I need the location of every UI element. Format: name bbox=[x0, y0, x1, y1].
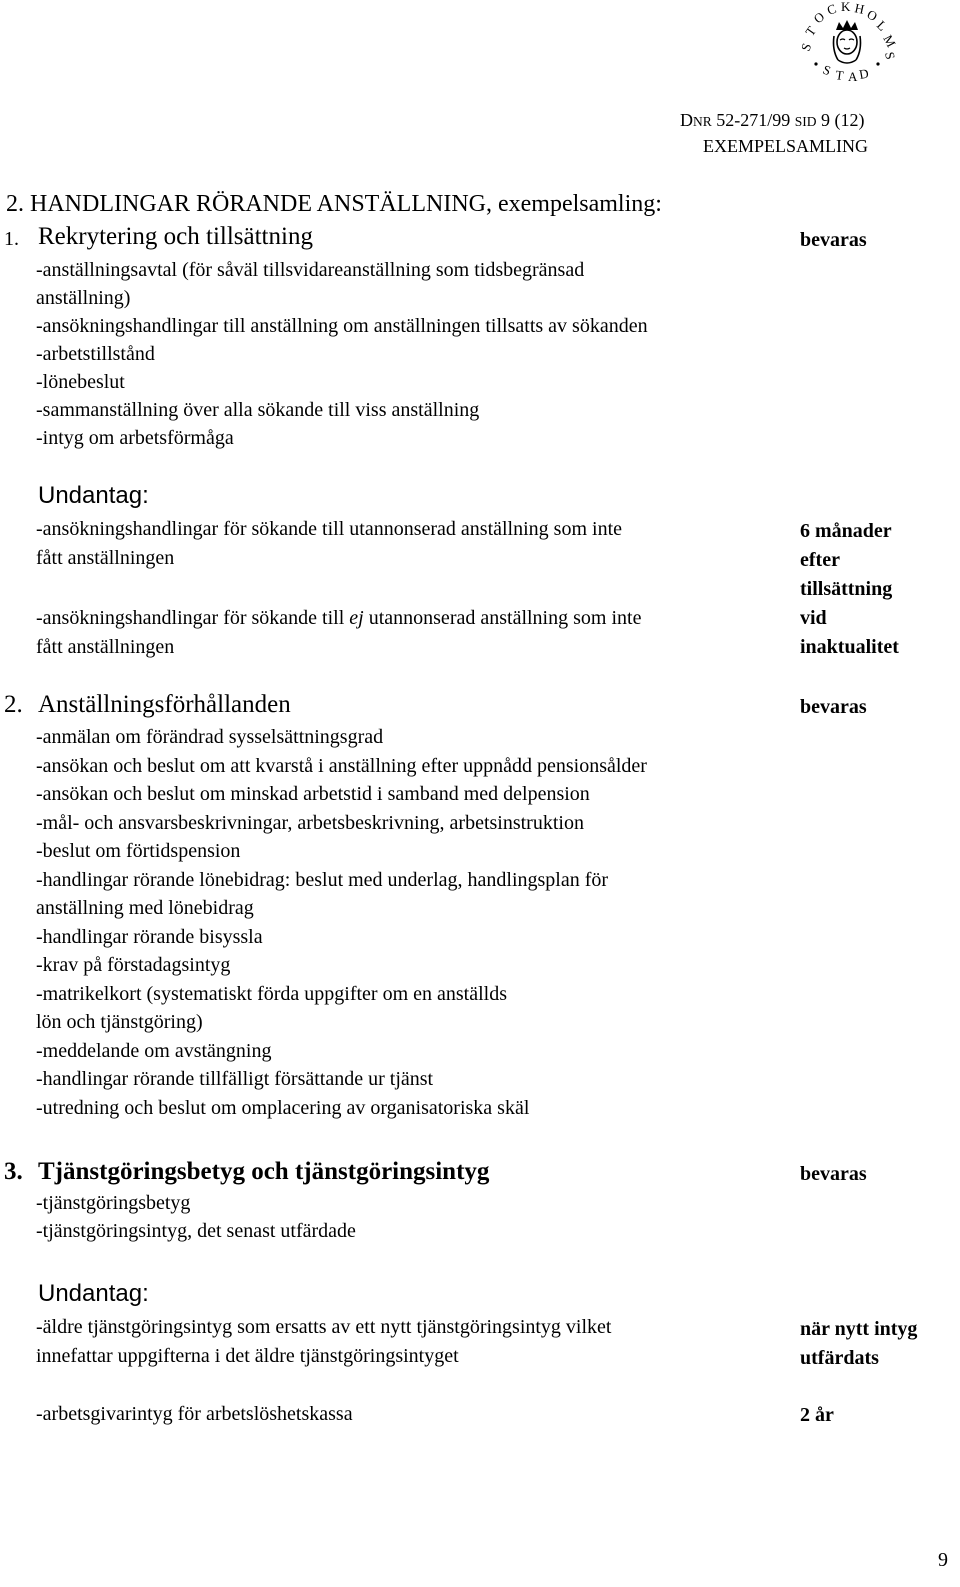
list-item: -krav på förstadagsintyg bbox=[36, 954, 231, 976]
page-title: 2. HANDLINGAR RÖRANDE ANSTÄLLNING, exempelsamling: bbox=[6, 191, 662, 217]
section-3-number: 3. bbox=[4, 1158, 23, 1185]
list-item: -handlingar rörande bisyssla bbox=[36, 926, 263, 948]
document-reference bbox=[680, 107, 865, 135]
collection-label: EXEMPELSAMLING bbox=[703, 136, 868, 156]
exception-2-line-2: fått anställningen bbox=[36, 636, 175, 658]
svg-text:O: O bbox=[810, 8, 828, 27]
sid-label: SID bbox=[794, 114, 817, 129]
list-item: -ansökan och beslut om minskad arbetstid i samband med delpension bbox=[36, 783, 590, 805]
list-item: -handlingar rörande lönebidrag: beslut med underlag, handlingsplan för bbox=[36, 869, 609, 891]
sid-value: 9 (12) bbox=[816, 110, 865, 130]
section-1-number: 1. bbox=[4, 228, 19, 250]
exception-3-line-2: innefattar uppgifterna i det äldre tjänstgöringsintyget bbox=[36, 1345, 459, 1367]
svg-text:T: T bbox=[802, 23, 820, 39]
exception-3-retention-1: när nytt intyg bbox=[800, 1318, 918, 1340]
svg-text:S: S bbox=[798, 41, 815, 54]
list-item: -meddelande om avstängning bbox=[36, 1040, 272, 1062]
list-item: anställning) bbox=[36, 287, 131, 309]
list-item: -matrikelkort (systematiskt förda uppgifter om en anställds bbox=[36, 983, 507, 1005]
svg-text:C: C bbox=[824, 2, 839, 18]
exception-1-line-1: -ansökningshandlingar för sökande till utannonserad anställning som inte bbox=[36, 518, 622, 540]
section-3-exception-label: Undantag: bbox=[38, 1280, 149, 1307]
section-2-number: 2. bbox=[4, 691, 23, 718]
exception-2-text-b: utannonserad anställning som inte bbox=[363, 607, 642, 629]
list-item: -tjänstgöringsbetyg bbox=[36, 1192, 191, 1214]
svg-text:A: A bbox=[848, 69, 858, 84]
list-item: -anmälan om förändrad sysselsättningsgrad bbox=[36, 726, 384, 748]
svg-text:S: S bbox=[820, 61, 833, 79]
exception-2-emphasis: ej bbox=[349, 607, 364, 629]
exception-1-retention-2: efter bbox=[800, 549, 840, 571]
stockholms-stad-logo bbox=[798, 2, 902, 84]
list-item: lön och tjänstgöring) bbox=[36, 1011, 203, 1033]
exception-2-retention-1: vid bbox=[800, 607, 827, 629]
svg-text:T: T bbox=[834, 67, 845, 84]
list-item: -mål- och ansvarsbeskrivningar, arbetsbeskrivning, arbetsinstruktion bbox=[36, 812, 584, 834]
list-item: -beslut om förtidspension bbox=[36, 840, 241, 862]
svg-text:H: H bbox=[853, 2, 866, 17]
list-item: -ansökan och beslut om att kvarstå i anställning efter uppnådd pensionsålder bbox=[36, 755, 647, 777]
exception-3-line-1: -äldre tjänstgöringsintyg som ersatts av ett nytt tjänstgöringsintyg vilket bbox=[36, 1316, 612, 1338]
section-3-retention: bevaras bbox=[800, 1163, 867, 1185]
svg-text:K: K bbox=[841, 2, 851, 14]
section-1-retention: bevaras bbox=[800, 229, 867, 251]
section-1-heading: Rekrytering och tillsättning bbox=[38, 223, 313, 250]
section-2-retention: bevaras bbox=[800, 696, 867, 718]
exception-3-retention-2: utfärdats bbox=[800, 1347, 879, 1369]
exception-1-line-2: fått anställningen bbox=[36, 547, 175, 569]
list-item: -sammanställning över alla sökande till viss anställning bbox=[36, 399, 480, 421]
page-number: 9 bbox=[938, 1549, 948, 1571]
exception-1-retention-3: tillsättning bbox=[800, 578, 893, 600]
exception-2-line-1 bbox=[36, 604, 641, 632]
list-item: -utredning och beslut om omplacering av organisatoriska skäl bbox=[36, 1097, 530, 1119]
list-item: -anställningsavtal (för såväl tillsvidareanställning som tidsbegränsad bbox=[36, 259, 585, 281]
list-item: -arbetstillstånd bbox=[36, 343, 155, 365]
svg-text:S: S bbox=[882, 50, 899, 61]
exception-2-retention-2: inaktualitet bbox=[800, 636, 899, 658]
svg-text:L: L bbox=[873, 17, 891, 34]
section-1-exception-label: Undantag: bbox=[38, 482, 149, 509]
exception-4-retention: 2 år bbox=[800, 1404, 834, 1426]
exception-2-text-a: -ansökningshandlingar för sökande till bbox=[36, 607, 350, 629]
city-crest-icon bbox=[798, 2, 902, 84]
exception-1-retention-1: 6 månader bbox=[800, 520, 892, 542]
list-item: -handlingar rörande tillfälligt försättande ur tjänst bbox=[36, 1068, 434, 1090]
svg-text:D: D bbox=[857, 65, 870, 82]
section-2-heading: Anställningsförhållanden bbox=[38, 691, 291, 718]
list-item: anställning med lönebidrag bbox=[36, 897, 254, 919]
list-item: -intyg om arbetsförmåga bbox=[36, 427, 234, 449]
svg-text:M: M bbox=[880, 32, 900, 50]
section-3-heading: Tjänstgöringsbetyg och tjänstgöringsintyg bbox=[38, 1158, 490, 1185]
dnr-value: 52-271/99 bbox=[711, 110, 795, 130]
list-item: -lönebeslut bbox=[36, 371, 125, 393]
list-item: -tjänstgöringsintyg, det senast utfärdade bbox=[36, 1220, 356, 1242]
list-item: -ansökningshandlingar till anställning om anställningen tillsatts av sökanden bbox=[36, 315, 648, 337]
dnr-prefix: D bbox=[680, 110, 693, 130]
dnr-prefix-small: NR bbox=[693, 114, 712, 129]
exception-4-line: -arbetsgivarintyg för arbetslöshetskassa bbox=[36, 1403, 353, 1425]
svg-text:O: O bbox=[864, 6, 880, 25]
